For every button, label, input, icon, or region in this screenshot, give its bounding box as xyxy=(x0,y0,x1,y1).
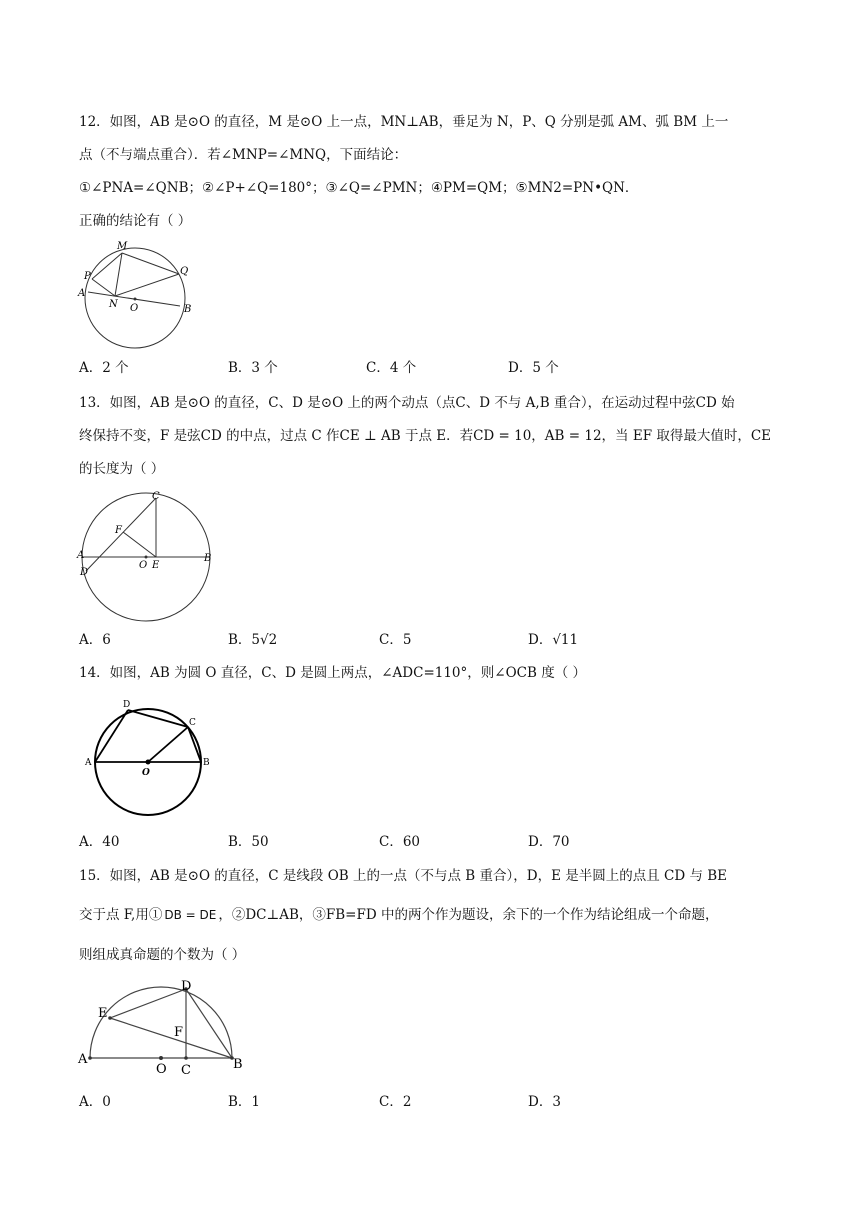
q13-label-f: F xyxy=(115,525,122,536)
q15-label-f: F xyxy=(174,1025,184,1040)
q15-label-e: E xyxy=(98,1006,108,1021)
q12-label-p: P xyxy=(84,271,91,282)
q13-label-a: A xyxy=(77,550,85,561)
q13-line-2: 终保持不变，F 是弦CD 的中点，过点 C 作CE ⊥ AB 于点 E．若CD = 10，AB = 12，当 EF 取得最大值时，CE xyxy=(79,428,772,444)
q13-label-e: E xyxy=(152,560,160,571)
q12-line-3: ①∠PNA=∠QNB；②∠P+∠Q=180°；③∠Q=∠PMN；④PM=QM；⑤MN2=PN•QN． xyxy=(79,180,639,196)
q12-label-o: O xyxy=(130,303,139,314)
q15-option-d: D．3 xyxy=(528,1094,561,1110)
q12-label-m: M xyxy=(117,241,128,252)
q15-label-d: D xyxy=(181,979,192,994)
q15-line-2-start: 交于点 F,用① xyxy=(79,907,163,923)
q14-figure xyxy=(80,695,220,825)
q12-label-q: Q xyxy=(180,266,189,277)
q13-label-d: D xyxy=(80,567,89,578)
q12-label-a: A xyxy=(78,288,86,299)
q14-label-b: B xyxy=(203,758,210,768)
q12-line-1: 12．如图，AB 是⊙O 的直径，M 是⊙O 上一点，MN⊥AB，垂足为 N，P、Q 分别是弧 AM、弧 BM 上一 xyxy=(79,114,729,130)
q15-label-a: A xyxy=(78,1052,88,1067)
q13-figure xyxy=(74,488,224,638)
q13-option-d: D．√11 xyxy=(528,632,579,648)
q12-option-a: A．2 个 xyxy=(79,360,129,376)
q14-option-d: D．70 xyxy=(528,834,570,850)
q14-label-c: C xyxy=(189,718,196,728)
q12-option-c: C．4 个 xyxy=(366,360,417,376)
q12-figure xyxy=(74,236,204,356)
q14-option-a: A．40 xyxy=(79,834,120,850)
q15-option-c: C．2 xyxy=(379,1094,412,1110)
q12-line-2: 点（不与端点重合）．若∠MNP=∠MNQ，下面结论： xyxy=(79,147,408,163)
q13-option-b: B．5√2 xyxy=(228,632,278,648)
q14-option-b: B．50 xyxy=(228,834,269,850)
q14-label-a: A xyxy=(85,758,92,768)
q15-line-1: 15．如图，AB 是⊙O 的直径，C 是线段 OB 上的一点（不与点 B 重合），D，E 是半圆上的点且 CD 与 BE xyxy=(79,868,728,884)
q14-label-o: O xyxy=(142,768,150,778)
q13-option-a: A．6 xyxy=(79,632,111,648)
q13-label-b: B xyxy=(204,553,212,564)
q15-label-c: C xyxy=(181,1063,191,1078)
q15-option-b: B．1 xyxy=(228,1094,261,1110)
q13-option-c: C．5 xyxy=(379,632,412,648)
q14-line-1: 14．如图，AB 为圆 O 直径，C、D 是圆上两点，∠ADC=110°，则∠OCB 度（ ） xyxy=(79,665,586,681)
q15-line-2-end: ，②DC⊥AB，③FB=FD 中的两个作为题设，余下的一个作为结论组成一个命题， xyxy=(218,907,719,923)
q12-label-n: N xyxy=(109,299,118,310)
q12-option-d: D．5 个 xyxy=(508,360,559,376)
q13-line-3: 的长度为（ ） xyxy=(79,461,165,477)
q12-line-4: 正确的结论有（ ） xyxy=(79,213,192,229)
q13-label-o: O xyxy=(139,560,148,571)
q13-label-c: C xyxy=(152,491,160,502)
q15-label-b: B xyxy=(233,1057,243,1072)
q14-label-d: D xyxy=(123,700,131,710)
q13-line-1: 13．如图，AB 是⊙O 的直径，C、D 是⊙O 上的两个动点（点C、D 不与 A,B 重合），在运动过程中弦CD 始 xyxy=(79,395,735,411)
q14-option-c: C．60 xyxy=(379,834,421,850)
q15-arc-expression: DB = DE xyxy=(164,908,217,922)
q12-option-b: B．3 个 xyxy=(228,360,278,376)
q15-figure xyxy=(74,976,249,1081)
q15-label-o: O xyxy=(156,1062,167,1077)
q15-option-a: A．0 xyxy=(79,1094,111,1110)
q15-line-2 xyxy=(79,905,718,925)
q15-line-3: 则组成真命题的个数为（ ） xyxy=(79,947,246,963)
q12-label-b: B xyxy=(184,304,192,315)
